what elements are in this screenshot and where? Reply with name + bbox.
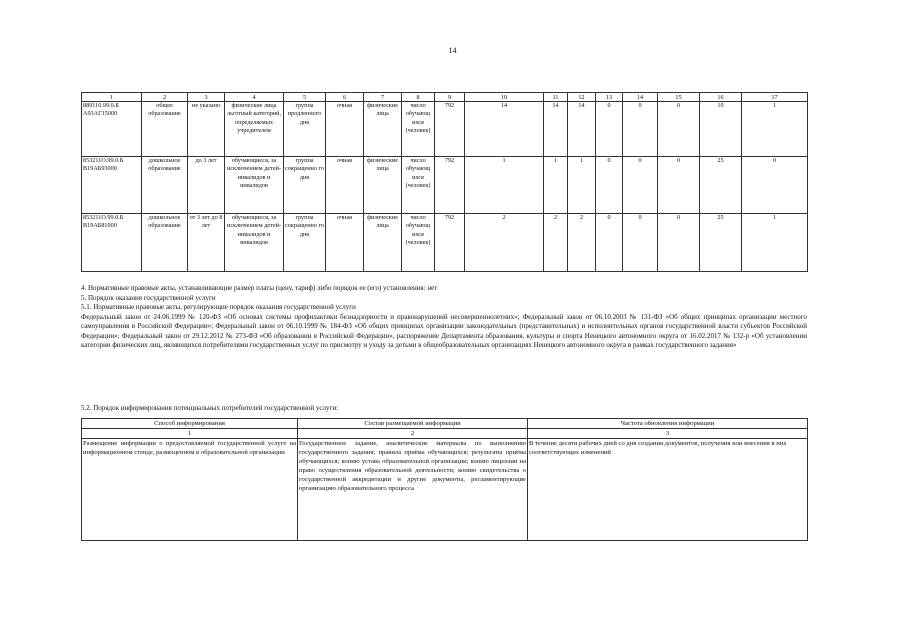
col-num: 5	[284, 93, 326, 102]
header-content: Состав размещаемой информации	[298, 419, 528, 429]
section-5-1-heading: 5.1. Нормативные правовые акты, регулирующие порядок оказания государственной услуги	[81, 303, 356, 311]
okei-code: 792	[435, 157, 465, 214]
header-frequency: Частота обновления информации	[528, 419, 808, 429]
age-category: от 3 лет до 8 лет	[188, 214, 225, 272]
informing-content: Государственное задание, аналитические материалы по выполнению государственного задания; правила приёма обучающихся; результаты приёма обучающихся; копию устава образовательной организации; копию лицензии на право осуществления образовательной деятельности; копию свидетельства о государственной аккредитации и другие документы, регламентирующие организацию образовательного процесса	[298, 439, 528, 541]
value-cell: 2	[465, 214, 544, 272]
consumers: физические лица	[364, 214, 402, 272]
value-cell: 0	[623, 102, 658, 157]
form: очная	[326, 214, 364, 272]
consumer-category: физические лица льготный категорий, определяемых учредителем	[225, 102, 284, 157]
value-cell: 1	[465, 157, 544, 214]
col-num: 12	[568, 93, 596, 102]
col-num: 14	[623, 93, 658, 102]
value-cell: 25	[700, 214, 742, 272]
service-content: общее образование	[142, 102, 188, 157]
value-cell: 1	[544, 157, 568, 214]
indicator: число обучающ ихся (человек)	[402, 157, 435, 214]
value-cell: 0	[658, 157, 700, 214]
consumers: физические лица	[364, 157, 402, 214]
legal-acts-list: Федеральный закон от 24.06.1999 № 120-ФЗ «Об основах системы профилактики безнадзорности и правонарушений несовершеннолетних»; Федеральный закон от 06.10.2003 № 131-ФЗ «Об общих принципах организации местного самоуправления в Российской Федерации»; Федеральный закон от 06.10.1999 № 184-ФЗ «Об общих принципах организации законодательных (представительных) и исполнительных органов государственной власти субъектов Российской Федерации»; Федеральный закон от 29.12.2012 № 273-ФЗ «Об образовании в Российской Федерации», распоряжение Департамента образования, культуры и спорта Ненецкого автономного округа от 16.02.2017 № 132-р «Об установлении категории физических лиц, являющихся потребителями государственных услуг по присмотру и уходу за детьми в общеобразовательных организациях Ненецкого автономного округа в рамках государственного задания»	[81, 312, 807, 349]
consumer-category: обучающиеся, за исключением детей-инвалидов и инвалидов	[225, 157, 284, 214]
value-cell: 0	[658, 214, 700, 272]
form: очная	[326, 102, 364, 157]
value-cell: 0	[742, 157, 808, 214]
col-num: 4	[225, 93, 284, 102]
col-num: 3	[188, 93, 225, 102]
col-num: 10	[465, 93, 544, 102]
informing-table	[81, 418, 808, 541]
value-cell: 2	[544, 214, 568, 272]
indicator: число обучающ ихся (человек)	[402, 214, 435, 272]
table-header-row	[82, 419, 808, 429]
value-cell: 10	[700, 102, 742, 157]
age-category: до 3 лет	[188, 157, 225, 214]
col-num: 1	[82, 429, 298, 439]
table-header-row	[82, 93, 808, 102]
value-cell: 1	[568, 157, 596, 214]
value-cell: 0	[596, 214, 623, 272]
table-row	[82, 157, 808, 214]
stay-mode: группа сокращенно го дня	[284, 214, 326, 272]
stay-mode: группа сокращенно го дня	[284, 157, 326, 214]
value-cell: 14	[465, 102, 544, 157]
service-volume-table	[81, 92, 808, 272]
col-num: 17	[742, 93, 808, 102]
header-method: Способ информирования	[82, 419, 298, 429]
registry-number: 889110.99.0.Б А93АГ15000	[82, 102, 142, 157]
age-category: не указано	[188, 102, 225, 157]
update-frequency: В течение десяти рабочих дней со дня создания документов, получения или внесения в них соответствующих изменений	[528, 439, 808, 541]
col-num: 2	[142, 93, 188, 102]
value-cell: 14	[568, 102, 596, 157]
col-num: 16	[700, 93, 742, 102]
legal-acts-section	[81, 284, 807, 351]
value-cell: 1	[742, 214, 808, 272]
value-cell: 0	[596, 102, 623, 157]
col-num: 15	[658, 93, 700, 102]
col-num: 6	[326, 93, 364, 102]
col-num: 1	[82, 93, 142, 102]
value-cell: 0	[623, 214, 658, 272]
table-row	[82, 102, 808, 157]
consumers: физические лица	[364, 102, 402, 157]
value-cell: 14	[544, 102, 568, 157]
service-content: дошкольное образование	[142, 157, 188, 214]
section-5-2-heading: 5.2. Порядок информирования потенциальных потребителей государственной услуги:	[81, 404, 339, 412]
col-num: 3	[528, 429, 808, 439]
form: очная	[326, 157, 364, 214]
consumer-category: обучающиеся, за исключением детей-инвалидов и инвалидов	[225, 214, 284, 272]
col-num: 2	[298, 429, 528, 439]
col-num: 7	[364, 93, 402, 102]
table-row	[82, 439, 808, 541]
value-cell: 0	[658, 102, 700, 157]
section-4-text: 4. Нормативные правовые акты, устанавливающие размер платы (цену, тариф) либо порядок ее (его) установления: нет	[81, 284, 438, 292]
section-5-heading: 5. Порядок оказания государственной услуги	[81, 293, 216, 302]
indicator: число обучающ ихся (человек)	[402, 102, 435, 157]
value-cell: 1	[742, 102, 808, 157]
okei-code: 792	[435, 102, 465, 157]
value-cell: 25	[700, 157, 742, 214]
table-row	[82, 214, 808, 272]
col-num: 11	[544, 93, 568, 102]
value-cell: 2	[568, 214, 596, 272]
registry-number: 853211О.99.0.Б В19АБ93000	[82, 157, 142, 214]
col-num: 9	[435, 93, 465, 102]
okei-code: 792	[435, 214, 465, 272]
service-content: дошкольное образование	[142, 214, 188, 272]
page-number: 14	[448, 46, 457, 55]
value-cell: 0	[596, 157, 623, 214]
table-number-row	[82, 429, 808, 439]
informing-method: Размещение информации о предоставляемой государственной услуге на информационном стенде, размещенном в образовательной организации	[82, 439, 298, 541]
stay-mode: группа продленного дня	[284, 102, 326, 157]
col-num: 13	[596, 93, 623, 102]
col-num: 8	[402, 93, 435, 102]
value-cell: 0	[623, 157, 658, 214]
registry-number: 853211О.99.0.Б В19АБ81000	[82, 214, 142, 272]
